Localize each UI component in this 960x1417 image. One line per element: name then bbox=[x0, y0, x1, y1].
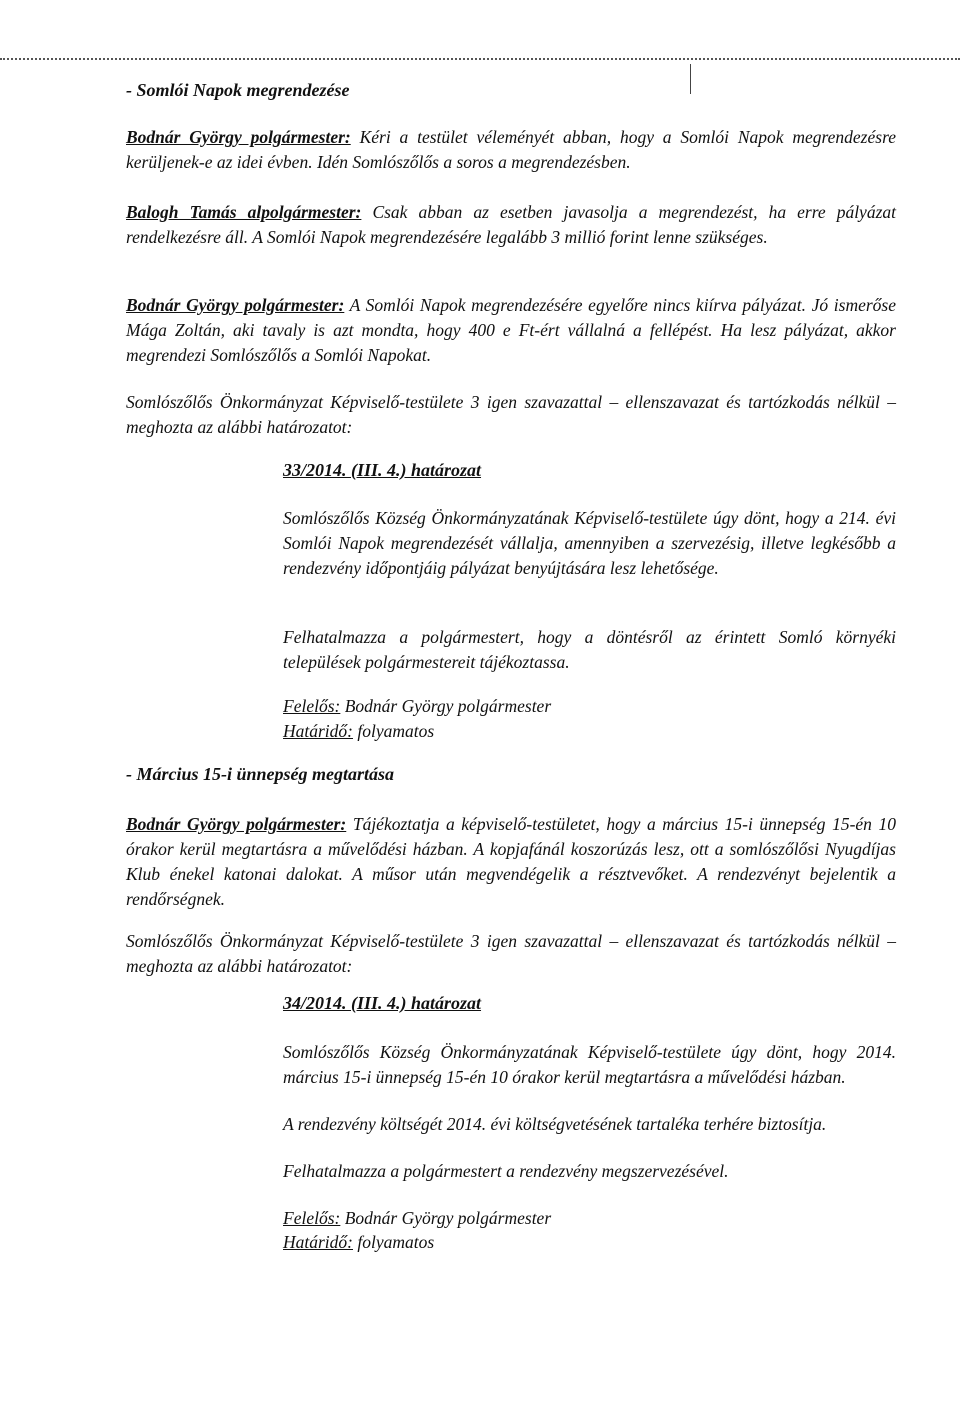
paragraph-text: Kéri a testület véleményét abban, hogy a Somlói Napok megrendezésre kerüljenek-e az idei évben. Idén Somlószőlős a soros a megrendezésben. bbox=[126, 127, 896, 172]
deadline-line bbox=[283, 1230, 896, 1255]
resolution-body: Somlószőlős Község Önkormányzatának Képviselő-testülete úgy dönt, hogy 2014. március 15-i ünnepség 15-én 10 órakor kerül megtartásra a művelődési házban. bbox=[283, 1042, 896, 1087]
deadline-label: Határidő: bbox=[283, 721, 353, 741]
section-heading-somloi-napok: - Somlói Napok megrendezése bbox=[126, 80, 350, 100]
vote-statement: Somlószőlős Önkormányzat Képviselő-testülete 3 igen szavazattal – ellenszavazat és tartózkodás nélkül – meghozta az alábbi határozatot: bbox=[126, 392, 896, 437]
responsible-line bbox=[283, 694, 896, 719]
speaker-label: Bodnár György polgármester: bbox=[126, 814, 347, 834]
responsible-label: Felelős: bbox=[283, 696, 341, 716]
resolution-title: 33/2014. (III. 4.) határozat bbox=[283, 460, 482, 480]
deadline-value: folyamatos bbox=[353, 721, 435, 741]
paragraph-3 bbox=[126, 293, 896, 368]
responsible-value: Bodnár György polgármester bbox=[340, 1208, 552, 1228]
speaker-label: Balogh Tamás alpolgármester: bbox=[126, 202, 362, 222]
responsible-value: Bodnár György polgármester bbox=[340, 696, 552, 716]
scan-mark bbox=[690, 64, 691, 94]
paragraph-2 bbox=[126, 200, 896, 250]
deadline-line bbox=[283, 719, 896, 744]
paragraph-4 bbox=[126, 812, 896, 912]
responsible-label: Felelős: bbox=[283, 1208, 341, 1228]
deadline-value: folyamatos bbox=[353, 1232, 435, 1252]
resolution-body: Felhatalmazza a polgármestert, hogy a döntésről az érintett Somló környéki települések polgármestereit tájékoztassa. bbox=[283, 627, 896, 672]
paragraph-text: Tájékoztatja a képviselő-testületet, hogy a március 15-i ünnepség 15-én 10 órakor kerül megtartásra a művelődési házban. A kopjafánál koszorúzás lesz, ott a somlószőlősi Nyugdíjas Klub énekel katonai dalokat. A műsor után megvendégelik a résztvevőket. A rendezvényt bejelentik a rendőrségnek. bbox=[126, 814, 896, 909]
resolution-body: Felhatalmazza a polgármestert a rendezvény megszervezésével. bbox=[283, 1161, 729, 1181]
vote-statement: Somlószőlős Önkormányzat Képviselő-testülete 3 igen szavazattal – ellenszavazat és tartózkodás nélkül – meghozta az alábbi határozatot: bbox=[126, 931, 896, 976]
resolution-body: Somlószőlős Község Önkormányzatának Képviselő-testülete úgy dönt, hogy a 214. évi Somlói Napok megrendezését vállalja, amennyiben a szervezésig, illetve legkésőbb a rendezvény időpontjáig pályázat benyújtására lesz lehetősége. bbox=[283, 508, 896, 578]
speaker-label: Bodnár György polgármester: bbox=[126, 295, 345, 315]
deadline-label: Határidő: bbox=[283, 1232, 353, 1252]
paragraph-text: A Somlói Napok megrendezésére egyelőre nincs kiírva pályázat. Jó ismerőse Mága Zoltán, aki tavaly is azt mondta, hogy 400 e Ft-ért vállalná a fellépést. Ha lesz pályázat, akkor megrendezi Somlószőlős a Somlói Napokat. bbox=[126, 295, 896, 365]
resolution-body: A rendezvény költségét 2014. évi költségvetésének tartaléka terhére biztosítja. bbox=[283, 1114, 827, 1134]
paragraph-text: Csak abban az esetben javasolja a megrendezést, ha erre pályázat rendelkezésre áll. A Somlói Napok megrendezésére legalább 3 millió forint lenne szükséges. bbox=[126, 202, 896, 247]
speaker-label: Bodnár György polgármester: bbox=[126, 127, 351, 147]
resolution-title: 34/2014. (III. 4.) határozat bbox=[283, 993, 482, 1013]
top-scan-rule bbox=[0, 58, 960, 60]
paragraph-1 bbox=[126, 125, 896, 175]
section-heading-marcius-15: - Március 15-i ünnepség megtartása bbox=[126, 764, 395, 784]
responsible-line bbox=[283, 1206, 896, 1231]
